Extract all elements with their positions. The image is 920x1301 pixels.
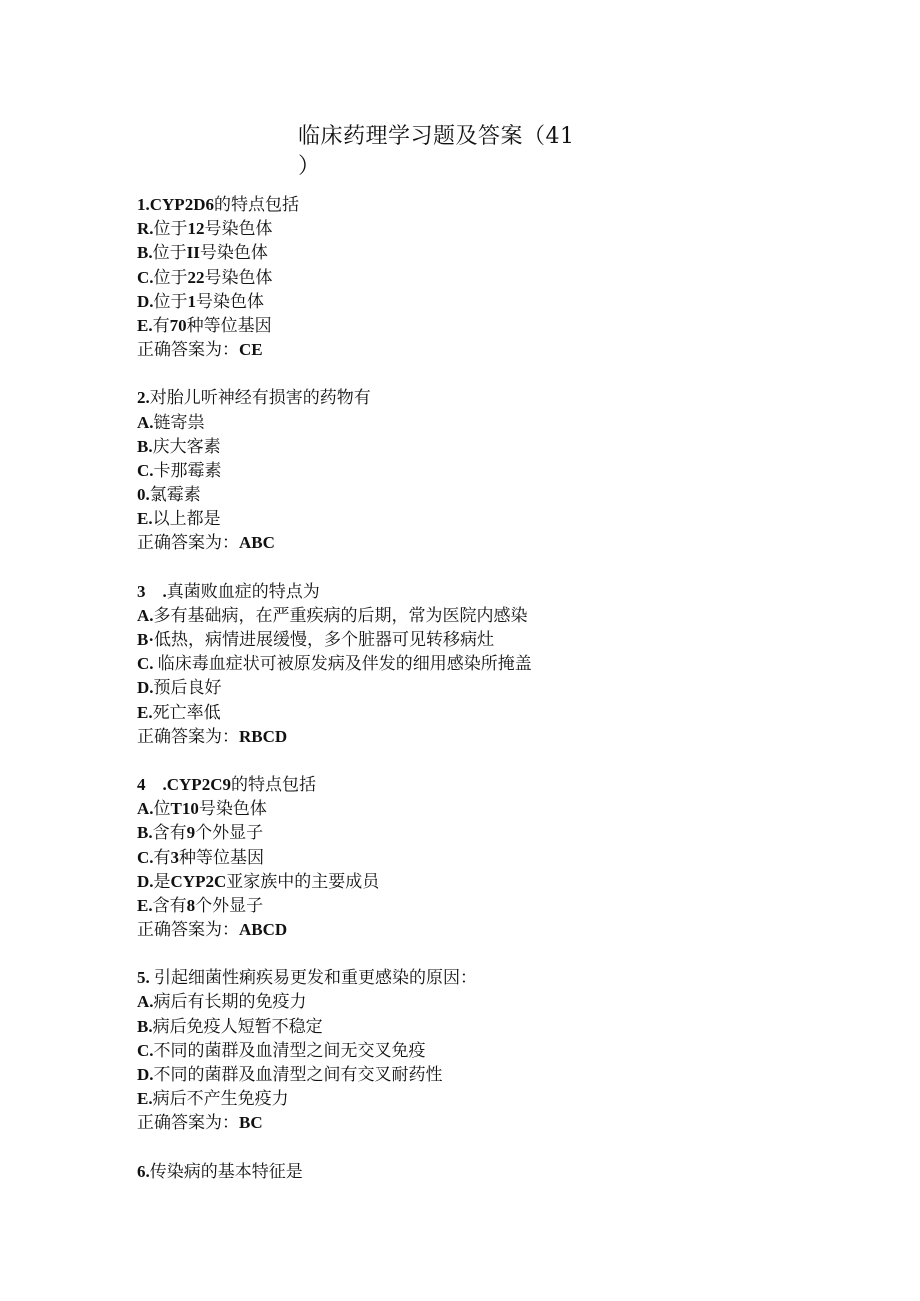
question-stem-code: CYP2D6 bbox=[149, 195, 214, 214]
question-1 bbox=[137, 193, 837, 362]
option-text-rest: 号染色体 bbox=[198, 799, 267, 820]
option-text: 病后不产生免疫力 bbox=[152, 1089, 289, 1110]
option-label: A. bbox=[137, 412, 154, 432]
question-2 bbox=[137, 386, 837, 555]
option-value: 9 bbox=[186, 823, 196, 843]
option-text: 临床毒血症状可被原发病及伴发的细用感染所掩盖 bbox=[157, 654, 532, 675]
answer-label: 正确答案为： bbox=[137, 340, 239, 361]
option-text: 含有 bbox=[152, 895, 187, 916]
option-text: 多有基础病，在严重疾病的后期，常为医院内感染 bbox=[153, 605, 528, 626]
option-5 bbox=[137, 507, 837, 531]
option-text: 庆大客素 bbox=[152, 436, 221, 457]
option-label: E. bbox=[137, 895, 153, 915]
option-text: 链寄祟 bbox=[153, 412, 205, 433]
option-label: R. bbox=[137, 219, 154, 239]
option-3 bbox=[137, 459, 837, 483]
option-label: E. bbox=[137, 509, 153, 529]
option-text: 低热，病情进展缓慢，多个脏器可见转移病灶 bbox=[154, 630, 495, 650]
option-value: CYP2C bbox=[170, 871, 227, 891]
question-stem-text: 对胎儿听神经有损害的药物有 bbox=[149, 388, 371, 409]
option-label: C. bbox=[137, 1040, 154, 1060]
option-text: 不同的菌群及血清型之间无交叉免疫 bbox=[153, 1040, 426, 1061]
option-value: 8 bbox=[186, 895, 196, 915]
option-label: D. bbox=[137, 1065, 154, 1084]
option-text: 位于 bbox=[152, 243, 187, 264]
option-3 bbox=[137, 266, 837, 290]
question-stem bbox=[137, 386, 837, 410]
option-text-rest: 号染色体 bbox=[204, 219, 273, 240]
option-text: 预后良好 bbox=[153, 678, 222, 699]
answer-line bbox=[137, 338, 837, 362]
question-stem bbox=[137, 1160, 837, 1184]
question-stem bbox=[137, 773, 837, 797]
option-label: C. bbox=[137, 847, 154, 867]
question-stem-text: 引起细菌性痢疾易更发和重更感染的原因： bbox=[154, 968, 477, 989]
option-3 bbox=[137, 652, 837, 676]
question-stem bbox=[137, 966, 837, 990]
option-label: B. bbox=[137, 243, 153, 263]
option-text-rest: 亚家族中的主要成员 bbox=[226, 871, 380, 892]
question-stem bbox=[137, 193, 837, 217]
option-text: 有 bbox=[153, 847, 171, 868]
option-label: A. bbox=[137, 799, 154, 819]
answer-label: 正确答案为： bbox=[137, 726, 239, 747]
option-value: 22 bbox=[187, 267, 205, 287]
option-text: 含有 bbox=[152, 823, 187, 844]
option-label: B. bbox=[137, 1016, 153, 1036]
option-label: D. bbox=[137, 291, 154, 311]
option-value: 3 bbox=[170, 847, 180, 867]
option-text-rest: 号染色体 bbox=[204, 267, 273, 288]
option-text: 病后有长期的免疫力 bbox=[153, 992, 307, 1013]
question-6 bbox=[137, 1160, 837, 1184]
option-1 bbox=[137, 217, 837, 241]
option-value: 1 bbox=[187, 291, 197, 311]
question-3 bbox=[137, 580, 837, 749]
option-text: 病后免疫人短暂不稳定 bbox=[152, 1016, 323, 1037]
option-text: 卡那霉素 bbox=[153, 460, 222, 481]
question-number: 5. bbox=[137, 968, 154, 988]
option-2 bbox=[137, 821, 837, 845]
option-text: 有 bbox=[152, 315, 170, 336]
option-text-rest: 个外显子 bbox=[195, 823, 264, 844]
question-number: 2. bbox=[137, 388, 150, 408]
option-4 bbox=[137, 483, 837, 507]
option-label: B. bbox=[137, 823, 153, 843]
title-line-1: 临床药理学习题及答案（41 bbox=[298, 124, 575, 149]
question-stem-text: 的特点包括 bbox=[230, 774, 316, 795]
title-line-2: ） bbox=[298, 154, 321, 179]
option-text: 以上都是 bbox=[152, 509, 221, 530]
option-text: 位于 bbox=[153, 291, 188, 312]
option-5 bbox=[137, 701, 837, 725]
option-3 bbox=[137, 1039, 837, 1063]
option-4 bbox=[137, 870, 837, 894]
option-5 bbox=[137, 894, 837, 918]
option-3 bbox=[137, 846, 837, 870]
option-2 bbox=[137, 435, 837, 459]
option-4 bbox=[137, 676, 837, 700]
question-stem-code: CYP2C9 bbox=[166, 774, 231, 794]
question-stem bbox=[137, 580, 837, 604]
document-title bbox=[298, 122, 618, 182]
option-1 bbox=[137, 797, 837, 821]
option-label: B· bbox=[137, 630, 155, 649]
option-text: 位于 bbox=[153, 267, 188, 288]
option-label: D. bbox=[137, 871, 154, 891]
option-text-rest: 种等位基因 bbox=[186, 315, 272, 336]
option-label: C. bbox=[137, 654, 158, 674]
option-text: 位 bbox=[153, 799, 171, 820]
option-value: 12 bbox=[187, 219, 205, 239]
answer-label: 正确答案为： bbox=[137, 920, 239, 941]
option-label: E. bbox=[137, 702, 153, 722]
question-stem-text: 传染病的基本特征是 bbox=[149, 1161, 303, 1182]
question-list bbox=[137, 193, 837, 1208]
option-2 bbox=[137, 628, 837, 652]
option-text-rest: 号染色体 bbox=[199, 243, 268, 264]
option-text-rest: 种等位基因 bbox=[179, 847, 265, 868]
option-text-rest: 个外显子 bbox=[195, 895, 264, 916]
answer-value: ABC bbox=[239, 533, 275, 553]
option-label: E. bbox=[137, 315, 153, 335]
option-label: C. bbox=[137, 460, 154, 480]
option-label: 0. bbox=[137, 485, 150, 505]
question-stem-text: 真菌败血症的特点为 bbox=[166, 581, 320, 602]
option-label: D. bbox=[137, 678, 154, 698]
answer-line bbox=[137, 918, 837, 942]
answer-line bbox=[137, 531, 837, 555]
answer-value: ABCD bbox=[239, 920, 288, 940]
option-value: 70 bbox=[169, 315, 187, 335]
option-text-rest: 号染色体 bbox=[196, 291, 265, 312]
option-text: 氯霉素 bbox=[149, 485, 201, 506]
answer-value: RBCD bbox=[239, 726, 288, 746]
question-number: 4 . bbox=[137, 774, 167, 794]
question-stem-text: 的特点包括 bbox=[213, 195, 299, 215]
option-value: II bbox=[186, 243, 200, 263]
question-5 bbox=[137, 966, 837, 1135]
answer-line bbox=[137, 1111, 837, 1135]
question-number: 1. bbox=[137, 195, 150, 214]
question-4 bbox=[137, 773, 837, 942]
option-5 bbox=[137, 1087, 837, 1111]
option-1 bbox=[137, 411, 837, 435]
option-4 bbox=[137, 290, 837, 314]
option-4 bbox=[137, 1063, 837, 1087]
option-5 bbox=[137, 314, 837, 338]
question-number: 6. bbox=[137, 1161, 150, 1181]
option-1 bbox=[137, 604, 837, 628]
option-2 bbox=[137, 1015, 837, 1039]
option-2 bbox=[137, 241, 837, 265]
option-value: T10 bbox=[170, 799, 199, 819]
answer-line bbox=[137, 725, 837, 749]
question-number: 3 . bbox=[137, 581, 167, 601]
option-label: A. bbox=[137, 992, 154, 1012]
option-label: A. bbox=[137, 605, 154, 625]
option-label: E. bbox=[137, 1089, 153, 1109]
answer-value: CE bbox=[239, 340, 263, 360]
answer-label: 正确答案为： bbox=[137, 533, 239, 554]
option-label: B. bbox=[137, 436, 153, 456]
option-1 bbox=[137, 990, 837, 1014]
option-text: 是 bbox=[153, 871, 171, 892]
answer-label: 正确答案为： bbox=[137, 1113, 239, 1134]
answer-value: BC bbox=[239, 1113, 263, 1133]
option-text: 不同的菌群及血清型之间有交叉耐药性 bbox=[153, 1065, 443, 1085]
option-label: C. bbox=[137, 267, 154, 287]
option-text: 死亡率低 bbox=[152, 702, 221, 723]
option-text: 位于 bbox=[153, 219, 188, 240]
